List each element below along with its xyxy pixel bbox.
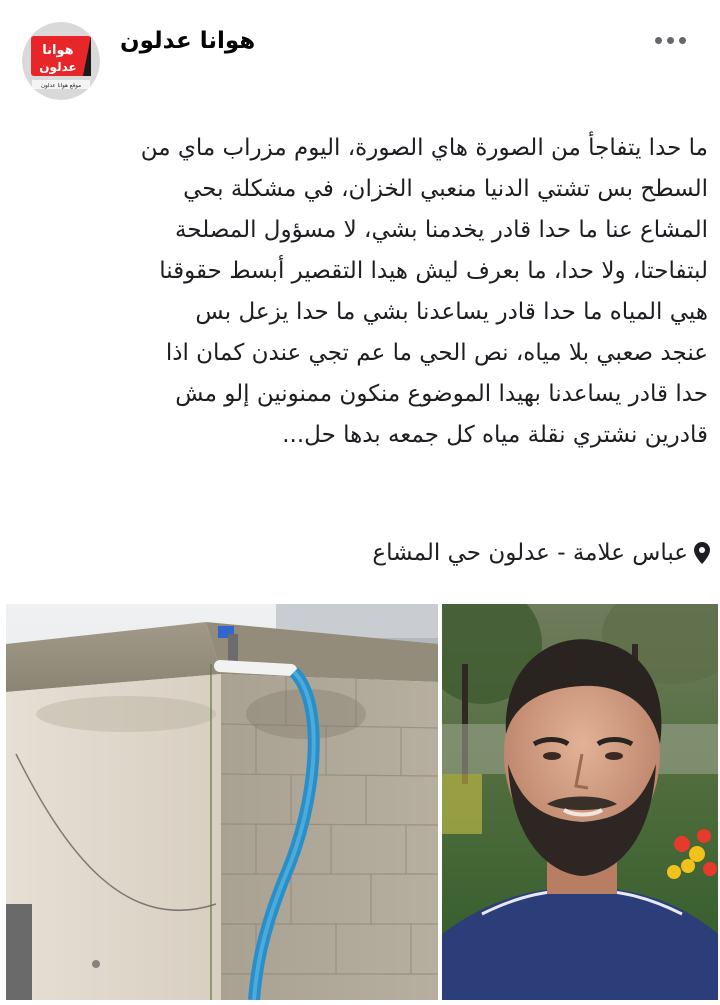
location-pin-icon [694,542,710,564]
logo-text-top: هوانا [42,43,74,58]
post-text-line: ما حدا يتفاجأ من الصورة هاي الصورة، اليوم مزراب ماي من [140,135,708,161]
more-options-button[interactable] [645,20,695,60]
ellipsis-dot [667,37,674,44]
author-name[interactable]: هوانا عدلون [120,28,256,54]
post-header [0,0,720,110]
man-portrait-image [442,604,718,1000]
page-avatar[interactable] [22,22,100,100]
post-location[interactable] [372,540,710,566]
post-text-line: هيي المياه ما حدا قادر يساعدنا بشي ما حدا يزعل بس [195,299,708,325]
logo-text-bottom: عدلون [39,60,77,74]
logo-caption: موقع هوانا عدلون [40,83,82,89]
post-text-line: المشاع عنا ما حدا قادر يخدمنا بشي، لا مسؤول المصلحة [175,217,708,243]
water-pipe-wall-image [6,604,438,1000]
page-logo [22,22,100,100]
post-text-line: حدا قادر يساعدنا بهيدا الموضوع منكون ممنونين إلو مش [175,381,708,407]
post-text-line: السطح بس تشتي الدنيا منعبي الخزان، في مشكلة بحي [183,176,708,202]
water-pipe-wall-photo[interactable] [6,604,438,1000]
ellipsis-horizontal-icon [655,37,662,44]
post-text-line: لبتفاحتا، ولا حدا، ما بعرف ليش هيدا التقصير أبسط حقوقنا [159,258,708,284]
post-text-line: عنجد صعبي بلا مياه، نص الحي ما عم تجي عندن كمان اذا [165,340,708,366]
post-text-line: قادرين نشتري نقلة مياه كل جمعه بدها حل... [282,422,708,448]
man-portrait-photo[interactable] [442,604,718,1000]
ellipsis-dot [679,37,686,44]
post-body-text [22,128,708,456]
location-text: عباس علامة - عدلون حي المشاع [372,540,688,566]
